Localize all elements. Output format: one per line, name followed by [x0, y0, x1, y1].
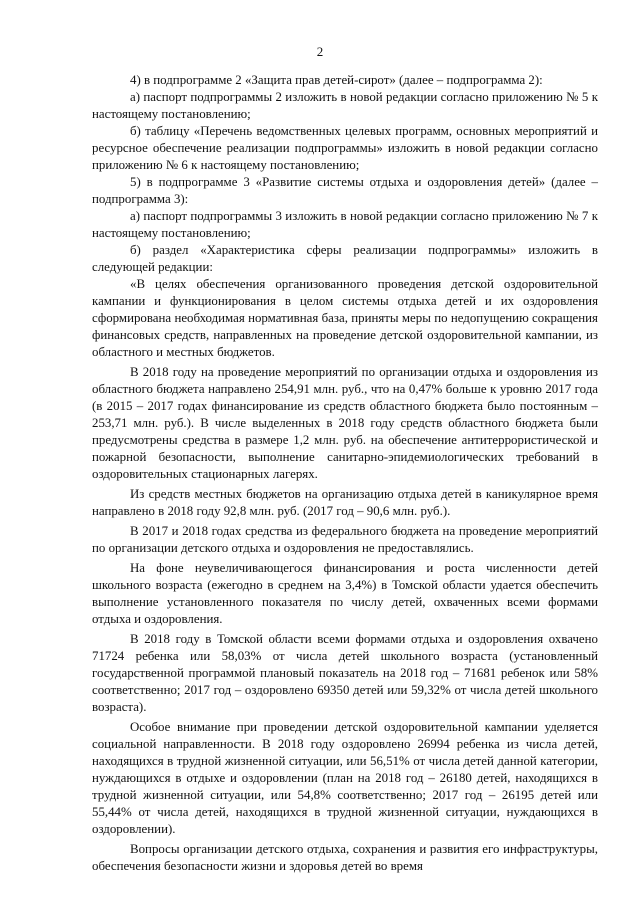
- paragraph-subprogram-3-heading: 5) в подпрограмме 3 «Развитие системы отдыха и оздоровления детей» (далее – подпрограмма 3):: [92, 175, 598, 206]
- document-body: [92, 72, 598, 875]
- paragraph-local-budgets: Из средств местных бюджетов на организацию отдыха детей в каникулярное время направлено в 2018 году 92,8 млн. руб. (2017 год – 90,6 млн. руб.).: [92, 487, 598, 518]
- paragraph-subprogram-3-section: б) раздел «Характеристика сферы реализации подпрограммы» изложить в следующей редакции:: [92, 243, 598, 274]
- paragraph-subprogram-3-passport: а) паспорт подпрограммы 3 изложить в новой редакции согласно приложению № 7 к настоящему постановлению;: [92, 209, 598, 240]
- paragraph-subprogram-2-passport: а) паспорт подпрограммы 2 изложить в новой редакции согласно приложению № 5 к настоящему постановлению;: [92, 90, 598, 121]
- page-number: 2: [316, 44, 324, 59]
- paragraph-social-focus: Особое внимание при проведении детской оздоровительной кампании уделяется социальной направленности. В 2018 году оздоровлено 26994 ребенка из числа детей, находящихся в трудной жизненной ситуации, или 56,51% от числа детей данной категории, нуждающихся в отдыхе и оздоровлении (план на 2018 год – 26180 детей, находящихся в трудной жизненной ситуации, или 54,8% соответственно; 2017 год – 26195 детей или 55,44% от числа детей, находящихся в трудной жизненной ситуации, нуждающихся в оздоровлении).: [92, 720, 598, 836]
- paragraph-infrastructure-issues: Вопросы организации детского отдыха, сохранения и развития его инфраструктуры, обеспечения безопасности жизни и здоровья детей во время: [92, 842, 598, 873]
- paragraph-children-growth: На фоне неувеличивающегося финансирования и роста численности детей школьного возраста (ежегодно в среднем на 3,4%) в Томской области удается обеспечить выполнение установленного показателя по числу детей, охваченных всеми формами отдыха и оздоровления.: [92, 561, 598, 626]
- paragraph-regional-budget-2018: В 2018 году на проведение мероприятий по организации отдыха и оздоровления из областного бюджета направлено 254,91 млн. руб., что на 0,47% больше к уровню 2017 года (в 2015 – 2017 годах финансирование из средств областного бюджета было постоянным – 253,71 млн. руб.). В числе выделенных в 2018 году средств областного бюджета были предусмотрены средства в размере 1,2 млн. руб. на обеспечение антитеррористической и пожарной безопасности, выполнение санитарно-эпидемиологических требований в оздоровительных стационарных лагерях.: [92, 365, 598, 481]
- paragraph-subprogram-2-table: б) таблицу «Перечень ведомственных целевых программ, основных мероприятий и ресурсное обеспечение реализации подпрограммы» изложить в новой редакции согласно приложению № 6 к настоящему постановлению;: [92, 124, 598, 172]
- paragraph-normative-base: «В целях обеспечения организованного проведения детской оздоровительной кампании и функционирования в целом системы отдыха детей и их оздоровления сформирована необходимая нормативная база, приняты меры по недопущению сокращения финансовых средств, направленных на проведение детской оздоровительной кампании, из областного и местных бюджетов.: [92, 277, 598, 359]
- paragraph-subprogram-2-heading: 4) в подпрограмме 2 «Защита прав детей-сирот» (далее – подпрограмма 2):: [130, 73, 543, 87]
- paragraph-federal-budget: В 2017 и 2018 годах средства из федерального бюджета на проведение мероприятий по организации детского отдыха и оздоровления не предоставлялись.: [92, 524, 598, 555]
- paragraph-coverage-2018: В 2018 году в Томской области всеми формами отдыха и оздоровления охвачено 71724 ребенка или 58,03% от числа детей школьного возраста (установленный государственной программой плановый показатель на 2018 год – 71681 ребенок или 58% соответственно; 2017 год – оздоровлено 69350 детей или 59,32% от числа детей школьного возраста).: [92, 632, 598, 714]
